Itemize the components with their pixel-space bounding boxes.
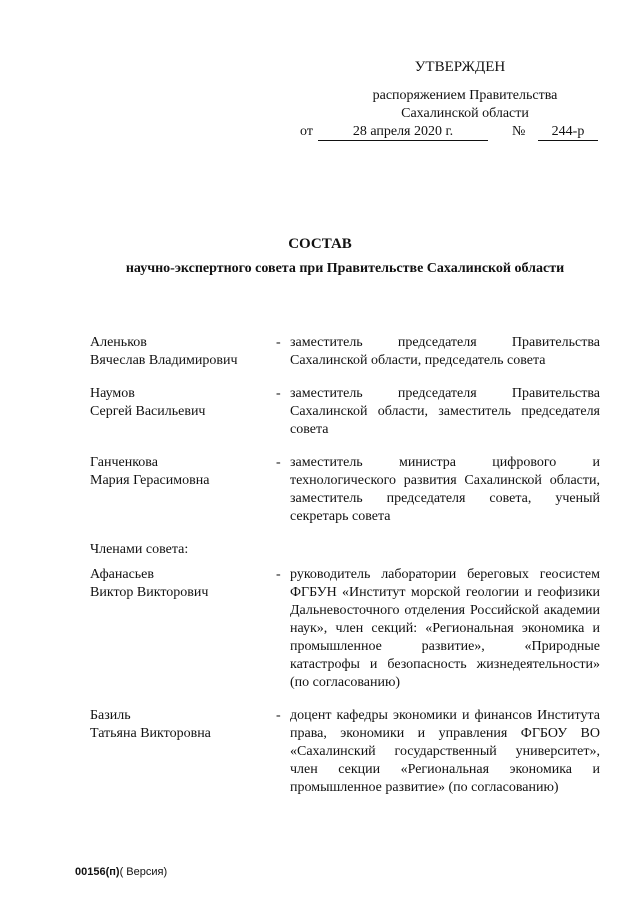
- member-dash: -: [276, 455, 281, 470]
- order-number: 244-р: [538, 123, 598, 141]
- approval-block: [290, 58, 610, 123]
- member-surname: Наумов: [90, 386, 135, 401]
- document-version: ( Версия): [119, 866, 168, 878]
- member-role: заместитель председателя Правительства Сахалинской области, председатель совета: [290, 335, 600, 368]
- member-surname: Афанасьев: [90, 567, 154, 582]
- member-dash: -: [276, 567, 281, 582]
- approval-stamp: УТВЕРЖДЕН: [414, 59, 506, 75]
- member-given-name: Вячеслав Владимирович: [90, 353, 238, 368]
- member-surname: Ганченкова: [90, 455, 158, 470]
- member-list: [90, 334, 600, 812]
- order-date: 28 апреля 2020 г.: [318, 123, 488, 141]
- document-code: 00156(п): [75, 866, 120, 878]
- member-role: заместитель председателя Правительства Сахалинской области, заместитель председателя совета: [290, 386, 600, 437]
- approval-line-2: Сахалинской области: [401, 106, 529, 121]
- member-name: [90, 334, 276, 370]
- member-surname: Базиль: [90, 708, 131, 723]
- list-item: [90, 566, 600, 692]
- document-footer: [75, 866, 167, 878]
- order-reference: [300, 123, 600, 145]
- list-item: [90, 707, 600, 797]
- member-name: [90, 454, 276, 526]
- member-dash: -: [276, 708, 281, 723]
- member-name: [90, 385, 276, 439]
- member-role: заместитель министра цифрового и технологического развития Сахалинской области, заместитель председателя совета, ученый секретарь совета: [290, 455, 600, 524]
- member-given-name: Сергей Васильевич: [90, 404, 206, 419]
- member-given-name: Татьяна Викторовна: [90, 726, 211, 741]
- member-role: руководитель лаборатории береговых геосистем ФГБУН «Институт морской геологии и геофизики Дальневосточного отделения Российской академии наук», член секций: «Региональная экономика и промышленное развитие», «Природные катастрофы и безопасность жизнедеятельности» (по согласованию): [290, 567, 600, 690]
- members-section-label: Членами совета:: [90, 542, 189, 557]
- member-name: [90, 566, 276, 692]
- page-title: СОСТАВ: [288, 236, 352, 252]
- order-from-label: от: [300, 124, 313, 139]
- member-dash: -: [276, 386, 281, 401]
- member-name: [90, 707, 276, 797]
- member-dash: -: [276, 335, 281, 350]
- order-number-label: №: [512, 124, 526, 139]
- page-subtitle: научно-экспертного совета при Правительстве Сахалинской области: [125, 261, 565, 276]
- member-role: доцент кафедры экономики и финансов Института права, экономики и управления ФГБОУ ВО «Сахалинский государственный университет», член секции «Региональная экономика и промышленное развитие» (по согласованию): [290, 708, 600, 795]
- member-given-name: Виктор Викторович: [90, 585, 209, 600]
- member-given-name: Мария Герасимовна: [90, 473, 210, 488]
- list-item: [90, 454, 600, 526]
- member-surname: Аленьков: [90, 335, 147, 350]
- list-item: [90, 334, 600, 370]
- approval-line-1: распоряжением Правительства: [372, 88, 558, 103]
- list-item: [90, 385, 600, 439]
